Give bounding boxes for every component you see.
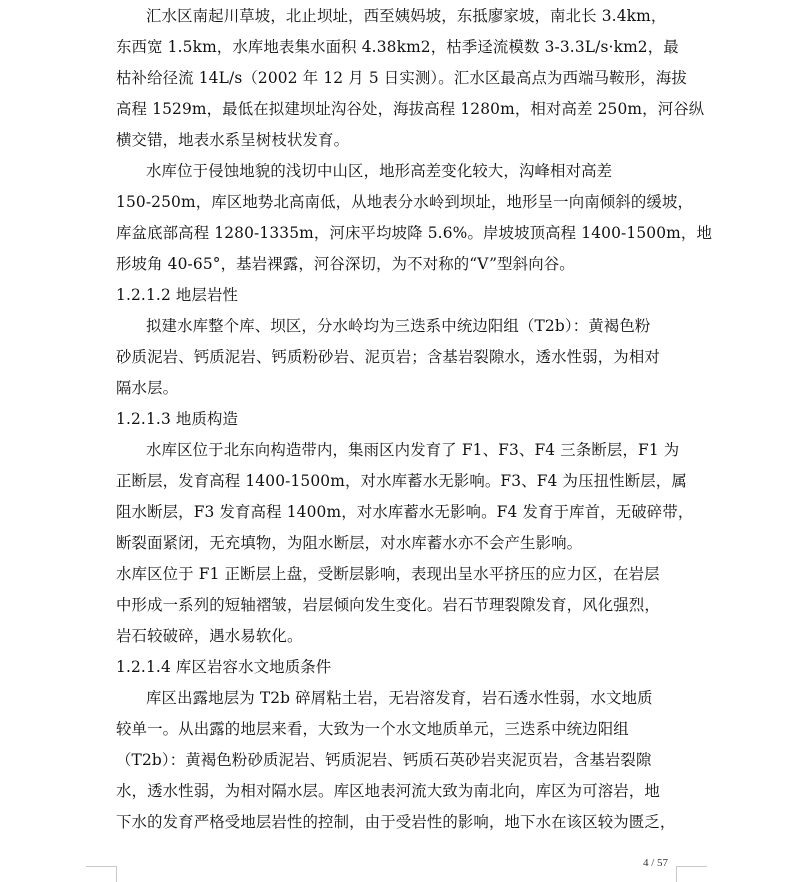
text-line: 岩石较破碎，遇水易软化。	[116, 627, 303, 645]
text-line: 砂质泥岩、钙质泥岩、钙质粉砂岩、泥页岩；含基岩裂隙水，透水性弱，为相对	[116, 348, 660, 366]
text-line: 水库位于侵蚀地貌的浅切中山区，地形高差变化较大，沟峰相对高差	[146, 162, 613, 180]
page-number: 4 / 57	[642, 857, 668, 869]
text-line: 拟建水库整个库、坝区，分水岭均为三迭系中统边阳组（T2b）：黄褐色粉	[146, 317, 651, 335]
text-line: 水库区位于 F1 正断层上盘，受断层影响，表现出呈水平挤压的应力区，在岩层	[116, 565, 660, 583]
text-line: 水库区位于北东向构造带内，集雨区内发育了 F1、F3、F4 三条断层，F1 为	[146, 441, 680, 459]
section-heading: 1.2.1.3 地质构造	[116, 410, 239, 428]
text-line: 形坡角 40-65°，基岩裸露，河谷深切，为不对称的“V”型斜向谷。	[116, 255, 575, 273]
text-line: 中形成一系列的短轴褶皱，岩层倾向发生变化。岩石节理裂隙发育，风化强烈，	[116, 596, 660, 614]
text-line: 汇水区南起川草坡，北止坝址，西至姨妈坡，东抵廖家坡，南北长 3.4km，	[146, 7, 667, 25]
text-line: 库盆底部高程 1280-1335m，河床平均坡降 5.6%。岸坡坡顶高程 1400-1500m，地	[116, 224, 712, 242]
text-line: 较单一。从出露的地层来看，大致为一个水文地质单元，三迭系中统边阳组	[116, 720, 629, 738]
text-line: 隔水层。	[116, 379, 179, 397]
text-line: 阻水断层，F3 发育高程 1400m，对水库蓄水无影响。F4 发育于库首，无破碎带，	[116, 503, 694, 521]
text-line: （T2b）：黄褐色粉砂质泥岩、钙质泥岩、钙质石英砂岩夹泥页岩，含基岩裂隙	[116, 751, 652, 769]
page-corner-mark-left	[86, 866, 117, 882]
text-line: 断裂面紧闭，无充填物，为阻水断层，对水库蓄水亦不会产生影响。	[116, 534, 583, 552]
section-heading: 1.2.1.4 库区岩容水文地质条件	[116, 658, 332, 676]
text-line: 库区出露地层为 T2b 碎屑粘土岩，无岩溶发育，岩石透水性弱，水文地质	[146, 689, 653, 707]
text-line: 高程 1529m，最低在拟建坝址沟谷处，海拔高程 1280m，相对高差 250m，河谷纵	[116, 100, 705, 118]
section-heading: 1.2.1.2 地层岩性	[116, 286, 239, 304]
text-line: 150-250m，库区地势北高南低，从地表分水岭到坝址，地形呈一向南倾斜的缓坡，	[116, 193, 694, 211]
text-line: 下水的发育严格受地层岩性的控制，由于受岩性的影响，地下水在该区较为匮乏，	[116, 813, 676, 831]
text-line: 水，透水性弱，为相对隔水层。库区地表河流大致为南北向，库区为可溶岩，地	[116, 782, 660, 800]
text-line: 枯补给径流 14L/s（2002 年 12 月 5 日实测）。汇水区最高点为西端马鞍形，海拔	[116, 69, 687, 87]
page-corner-mark-right	[676, 866, 707, 882]
text-line: 东西宽 1.5km，水库地表集水面积 4.38km2，枯季迳流模数 3-3.3L/s·km2，最	[116, 38, 679, 56]
text-line: 正断层，发育高程 1400-1500m，对水库蓄水无影响。F3、F4 为压扭性断层，属	[116, 472, 687, 490]
text-line: 横交错，地表水系呈树枝状发育。	[116, 131, 350, 149]
